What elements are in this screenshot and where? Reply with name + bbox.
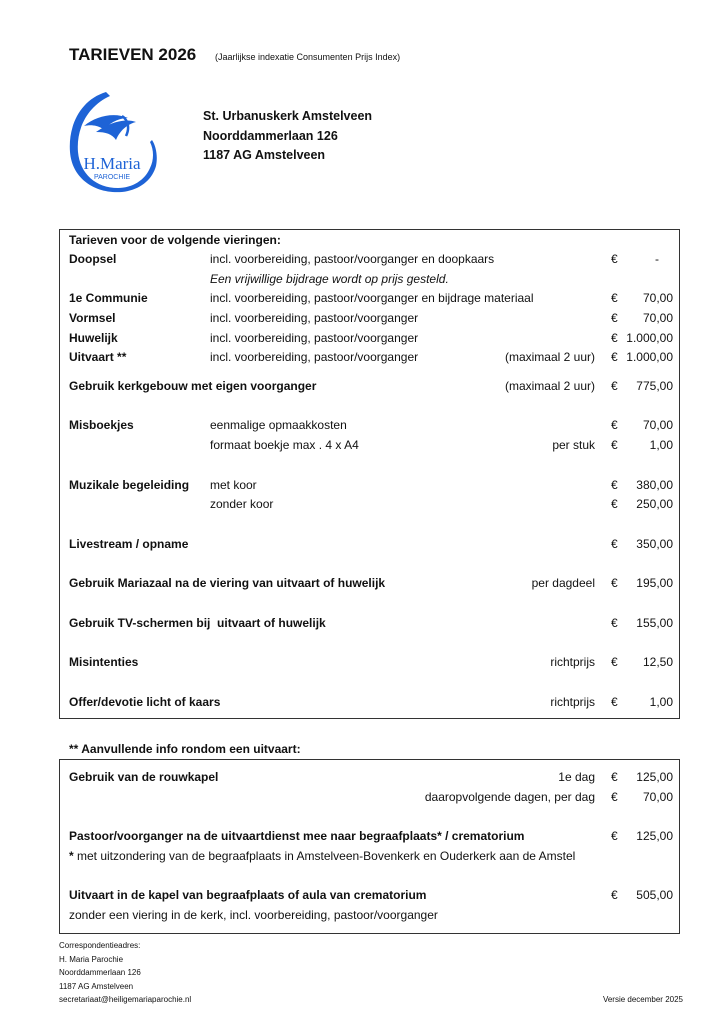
- row-note: richtprijs: [550, 695, 595, 709]
- table-row: [60, 847, 679, 865]
- row-desc: eenmalige opmaakkosten: [210, 418, 347, 432]
- row-currency: €: [611, 537, 618, 551]
- footer-heading: Correspondentieadres:: [59, 941, 141, 950]
- table-row: [60, 309, 679, 327]
- row-amount: 12,50: [642, 655, 673, 669]
- row-amount: 380,00: [636, 478, 673, 492]
- row-currency: €: [611, 291, 618, 305]
- row-note: 1e dag: [558, 770, 595, 784]
- row-label: Misintenties: [69, 655, 139, 669]
- tariff-heading: Tarieven voor de volgende vieringen:: [69, 233, 281, 247]
- row-amount: 350,00: [636, 537, 673, 551]
- footer-email: secretariaat@heiligemariaparochie.nl: [59, 995, 192, 1005]
- footer-city: 1187 AG Amstelveen: [59, 981, 134, 991]
- row-currency: €: [611, 888, 618, 902]
- page-subtitle: (Jaarlijkse indexatie Consumenten Prijs Index): [215, 52, 401, 62]
- row-amount: 775,00: [636, 379, 673, 393]
- aanvullend-box: [59, 759, 680, 934]
- correspondence-address: [59, 939, 191, 1007]
- table-row: [60, 495, 679, 513]
- row-note: richtprijs: [550, 655, 595, 669]
- logo-line2: PAROCHIE: [93, 174, 131, 181]
- row-amount: 1.000,00: [626, 350, 673, 364]
- row-amount: 1,00: [649, 438, 673, 452]
- row-desc: incl. voorbereiding, pastoor/voorganger en doopkaars: [210, 252, 495, 266]
- table-row: [60, 906, 679, 924]
- row-amount: 505,00: [636, 888, 673, 902]
- aanvullend-heading: ** Aanvullende info rondom een uitvaart:: [69, 742, 301, 756]
- church-street: Noorddammerlaan 126: [203, 128, 338, 143]
- table-row: [60, 886, 679, 904]
- row-amount: 1,00: [649, 695, 673, 709]
- row-desc: zonder een viering in de kerk, incl. voorbereiding, pastoor/voorganger: [69, 908, 438, 922]
- row-label: Huwelijk: [69, 331, 118, 345]
- logo-line1: H.Maria: [83, 154, 141, 173]
- row-label: Doopsel: [69, 252, 117, 266]
- row-label: Vormsel: [69, 311, 116, 325]
- table-row: [60, 416, 679, 434]
- row-currency: €: [611, 497, 618, 511]
- row-currency: €: [611, 829, 618, 843]
- table-row: [60, 270, 679, 288]
- row-note: daaropvolgende dagen, per dag: [424, 790, 595, 804]
- row-amount: 195,00: [636, 576, 673, 590]
- row-label: Muzikale begeleiding: [69, 478, 190, 492]
- row-label: Gebruik kerkgebouw met eigen voorganger: [69, 379, 317, 393]
- row-label: Pastoor/voorganger na de uitvaartdienst mee naar begraafplaats* / crematorium: [69, 829, 525, 843]
- page-title: TARIEVEN 2026: [69, 45, 197, 64]
- row-note: (maximaal 2 uur): [504, 379, 595, 393]
- footnote-star: *: [69, 849, 74, 863]
- row-desc: formaat boekje max . 4 x A4: [210, 438, 359, 452]
- footnote-text: met uitzondering van de begraafplaats in Amstelveen-Bovenkerk en Ouderkerk aan de Amstel: [73, 849, 576, 863]
- row-desc: zonder koor: [210, 497, 274, 511]
- row-currency: €: [611, 331, 618, 345]
- row-currency: €: [611, 252, 618, 266]
- table-row: [60, 535, 679, 553]
- table-row: [60, 693, 679, 711]
- footer-name: H. Maria Parochie: [59, 954, 124, 964]
- row-amount: -: [655, 252, 659, 266]
- table-row: [60, 250, 679, 268]
- row-amount: 125,00: [636, 829, 673, 843]
- row-currency: €: [611, 418, 618, 432]
- table-row: [60, 768, 679, 786]
- tariff-heading-row: [60, 231, 679, 249]
- row-label: Gebruik Mariazaal na de viering van uitvaart of huwelijk: [69, 576, 386, 590]
- table-row: [60, 289, 679, 307]
- table-row: [60, 827, 679, 845]
- row-currency: €: [611, 616, 618, 630]
- row-amount: 70,00: [642, 291, 673, 305]
- row-label: Gebruik TV-schermen bij uitvaart of huwelijk: [69, 616, 326, 630]
- table-row: [60, 476, 679, 494]
- table-row: [60, 614, 679, 632]
- row-label: 1e Communie: [69, 291, 148, 305]
- row-desc: Een vrijwillige bijdrage wordt op prijs gesteld.: [210, 272, 449, 286]
- row-note: (maximaal 2 uur): [504, 350, 595, 364]
- parish-logo: [66, 86, 158, 196]
- row-amount: 70,00: [642, 418, 673, 432]
- church-city: 1187 AG Amstelveen: [203, 148, 326, 162]
- tariff-box: [59, 229, 680, 719]
- row-amount: 125,00: [636, 770, 673, 784]
- row-desc: incl. voorbereiding, pastoor/voorganger: [210, 331, 419, 345]
- table-row: [60, 574, 679, 592]
- row-currency: €: [611, 311, 618, 325]
- row-note: per stuk: [552, 438, 595, 452]
- row-label: Uitvaart in de kapel van begraafplaats of aula van crematorium: [69, 888, 427, 902]
- row-label: Uitvaart **: [69, 350, 127, 364]
- footer-street: Noorddammerlaan 126: [59, 968, 141, 978]
- row-amount: 250,00: [636, 497, 673, 511]
- row-amount: 70,00: [642, 311, 673, 325]
- row-desc: incl. voorbereiding, pastoor/voorganger: [210, 350, 419, 364]
- footnote: [69, 847, 575, 865]
- table-row: [60, 348, 679, 366]
- row-currency: €: [611, 478, 618, 492]
- row-desc: incl. voorbereiding, pastoor/voorganger: [210, 311, 419, 325]
- row-label: Livestream / opname: [69, 537, 189, 551]
- row-label: Misboekjes: [69, 418, 134, 432]
- version-label: Versie december 2025: [602, 995, 683, 1004]
- row-desc: met koor: [210, 478, 257, 492]
- row-currency: €: [611, 695, 618, 709]
- row-currency: €: [611, 790, 618, 804]
- row-currency: €: [611, 576, 618, 590]
- church-address: [203, 107, 372, 166]
- row-amount: 155,00: [636, 616, 673, 630]
- row-label: Gebruik van de rouwkapel: [69, 770, 219, 784]
- row-label: Offer/devotie licht of kaars: [69, 695, 221, 709]
- table-row: [60, 377, 679, 395]
- table-row: [60, 788, 679, 806]
- row-currency: €: [611, 379, 618, 393]
- row-currency: €: [611, 438, 618, 452]
- church-name: St. Urbanuskerk Amstelveen: [203, 109, 373, 123]
- row-amount: 1.000,00: [626, 331, 673, 345]
- table-row: [60, 329, 679, 347]
- row-note: per dagdeel: [531, 576, 595, 590]
- row-currency: €: [611, 770, 618, 784]
- row-currency: €: [611, 350, 618, 364]
- table-row: [60, 653, 679, 671]
- row-amount: 70,00: [642, 790, 673, 804]
- row-currency: €: [611, 655, 618, 669]
- row-desc: incl. voorbereiding, pastoor/voorganger en bijdrage materiaal: [210, 291, 534, 305]
- table-row: [60, 436, 679, 454]
